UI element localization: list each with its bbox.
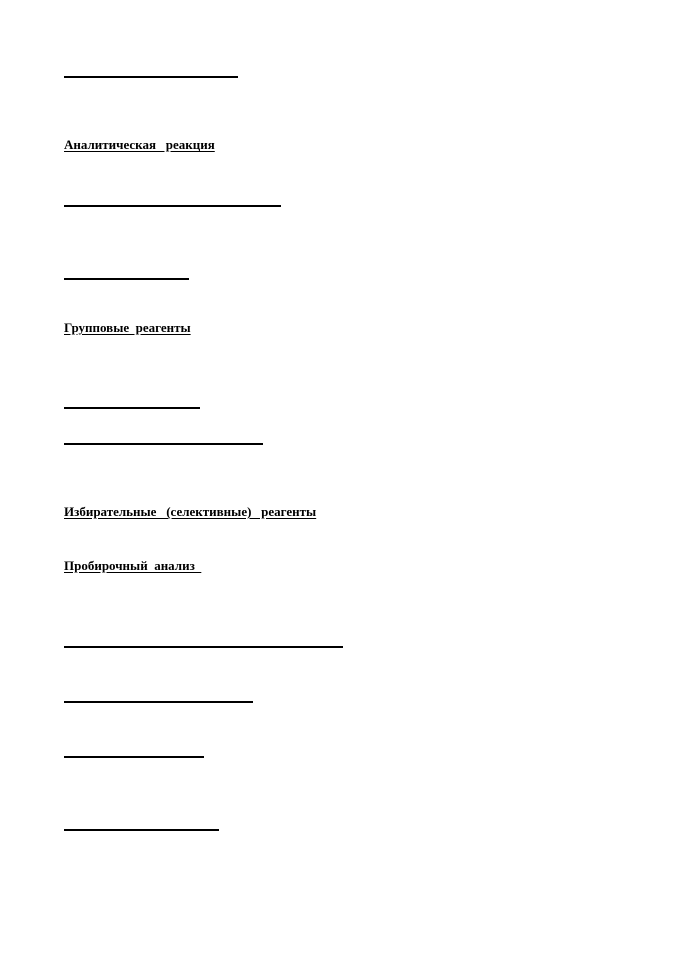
blank-line (64, 278, 189, 280)
blank-line (64, 756, 204, 758)
blank-line (64, 76, 238, 78)
blank-line (64, 646, 343, 648)
blank-line (64, 829, 219, 831)
heading-selective-reagents: Избирательные (селективные) реагенты (64, 504, 317, 519)
heading-test-tube-analysis: Пробирочный анализ (64, 558, 202, 573)
blank-line (64, 443, 263, 445)
heading-analytic-reaction: Аналитическая реакция (64, 137, 215, 152)
blank-line (64, 701, 253, 703)
heading-group-reagents: Групповые реагенты (64, 320, 191, 335)
blank-line (64, 205, 281, 207)
blank-line (64, 407, 200, 409)
